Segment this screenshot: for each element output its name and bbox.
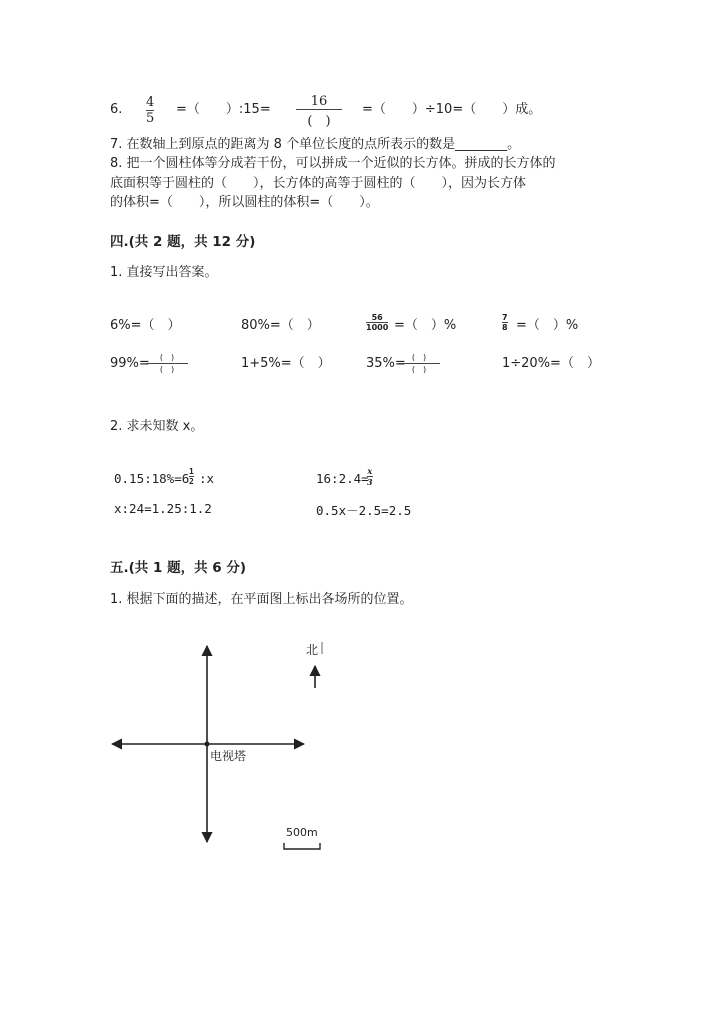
scale-label: 500m: [286, 826, 318, 839]
fraction-denominator: 1000: [366, 323, 389, 332]
equation-1-head: 0.15:18%=6: [114, 471, 190, 486]
fraction-denominator: ( ): [159, 365, 175, 374]
answer-80-percent: 80%=（ ）: [241, 318, 320, 333]
fraction-denominator: 5: [146, 111, 155, 126]
fraction-56-1000: [366, 313, 388, 332]
answer-1-div-20-percent: 1÷20%=（ ）: [502, 356, 600, 371]
fraction-blank-99: [146, 352, 188, 375]
q8-line3: 的体积=（ ），所以圆柱的体积=（ ）。: [110, 195, 379, 210]
fraction-1-2: [189, 467, 194, 486]
fraction-denominator: ( ): [411, 365, 427, 374]
fraction-numerator: 16: [310, 94, 328, 109]
q6-text-part1: =（ ）:15=: [176, 102, 271, 117]
fraction-denominator: 3: [367, 477, 373, 487]
north-label: 北: [306, 643, 319, 657]
q8-line2: 底面积等于圆柱的（ ），长方体的高等于圆柱的（ ），因为长方体: [110, 176, 527, 191]
fraction-denominator: 2: [189, 477, 194, 486]
fraction-7-8: [502, 313, 508, 332]
equation-2-head: 16:2.4=: [316, 471, 369, 486]
q6-fraction-16: [296, 94, 342, 129]
answer-35-percent-head: 35%=: [366, 356, 406, 371]
equation-4: 0.5x－2.5=2.5: [316, 503, 412, 518]
section5-q1-title: 1. 根据下面的描述，在平面图上标出各场所的位置。: [110, 592, 413, 607]
fraction-numerator: ( ): [159, 353, 175, 362]
q6-text-part2: =（ ）÷10=（ ）成。: [362, 102, 542, 117]
answer-6-percent: 6%=（ ）: [110, 318, 181, 333]
fraction-numerator: 1: [189, 467, 194, 476]
q6-fraction-4-5: [146, 95, 154, 126]
section5-title: 五.(共 1 题，共 6 分): [110, 560, 247, 576]
fraction-blank-35: [398, 352, 440, 375]
answer-99-percent-head: 99%=: [110, 356, 150, 371]
scale-bar: [284, 843, 320, 849]
section4-q2-title: 2. 求未知数 x。: [110, 419, 204, 434]
fraction-x-3: [367, 466, 373, 487]
fraction-numerator: 7: [502, 313, 508, 322]
fraction-numerator: x: [367, 466, 373, 476]
equation-3: x:24=1.25:1.2: [114, 501, 212, 516]
equation-1-tail: :x: [199, 471, 215, 486]
fraction-denominator: 8: [502, 323, 508, 332]
q7-text: 7. 在数轴上到原点的距离为 8 个单位长度的点所表示的数是________。: [110, 137, 521, 152]
q8-line1: 8. 把一个圆柱体等分成若干份，可以拼成一个近似的长方体。拼成的长方体的: [110, 156, 556, 171]
answer-56-1000-tail: =（ ）%: [394, 318, 457, 333]
section4-title: 四.(共 2 题，共 12 分): [110, 234, 256, 250]
fraction-numerator: 56: [371, 313, 383, 322]
q6-number: 6.: [110, 102, 123, 117]
fraction-numerator: 4: [146, 95, 155, 110]
fraction-denominator: ( ): [307, 114, 331, 129]
answer-7-8-tail: =（ ）%: [516, 318, 579, 333]
section4-q1-title: 1. 直接写出答案。: [110, 265, 218, 280]
center-point: [205, 742, 210, 747]
answer-1-plus-5-percent: 1+5%=（ ）: [241, 356, 331, 371]
center-label: 电视塔: [210, 749, 247, 763]
fraction-numerator: ( ): [411, 353, 427, 362]
